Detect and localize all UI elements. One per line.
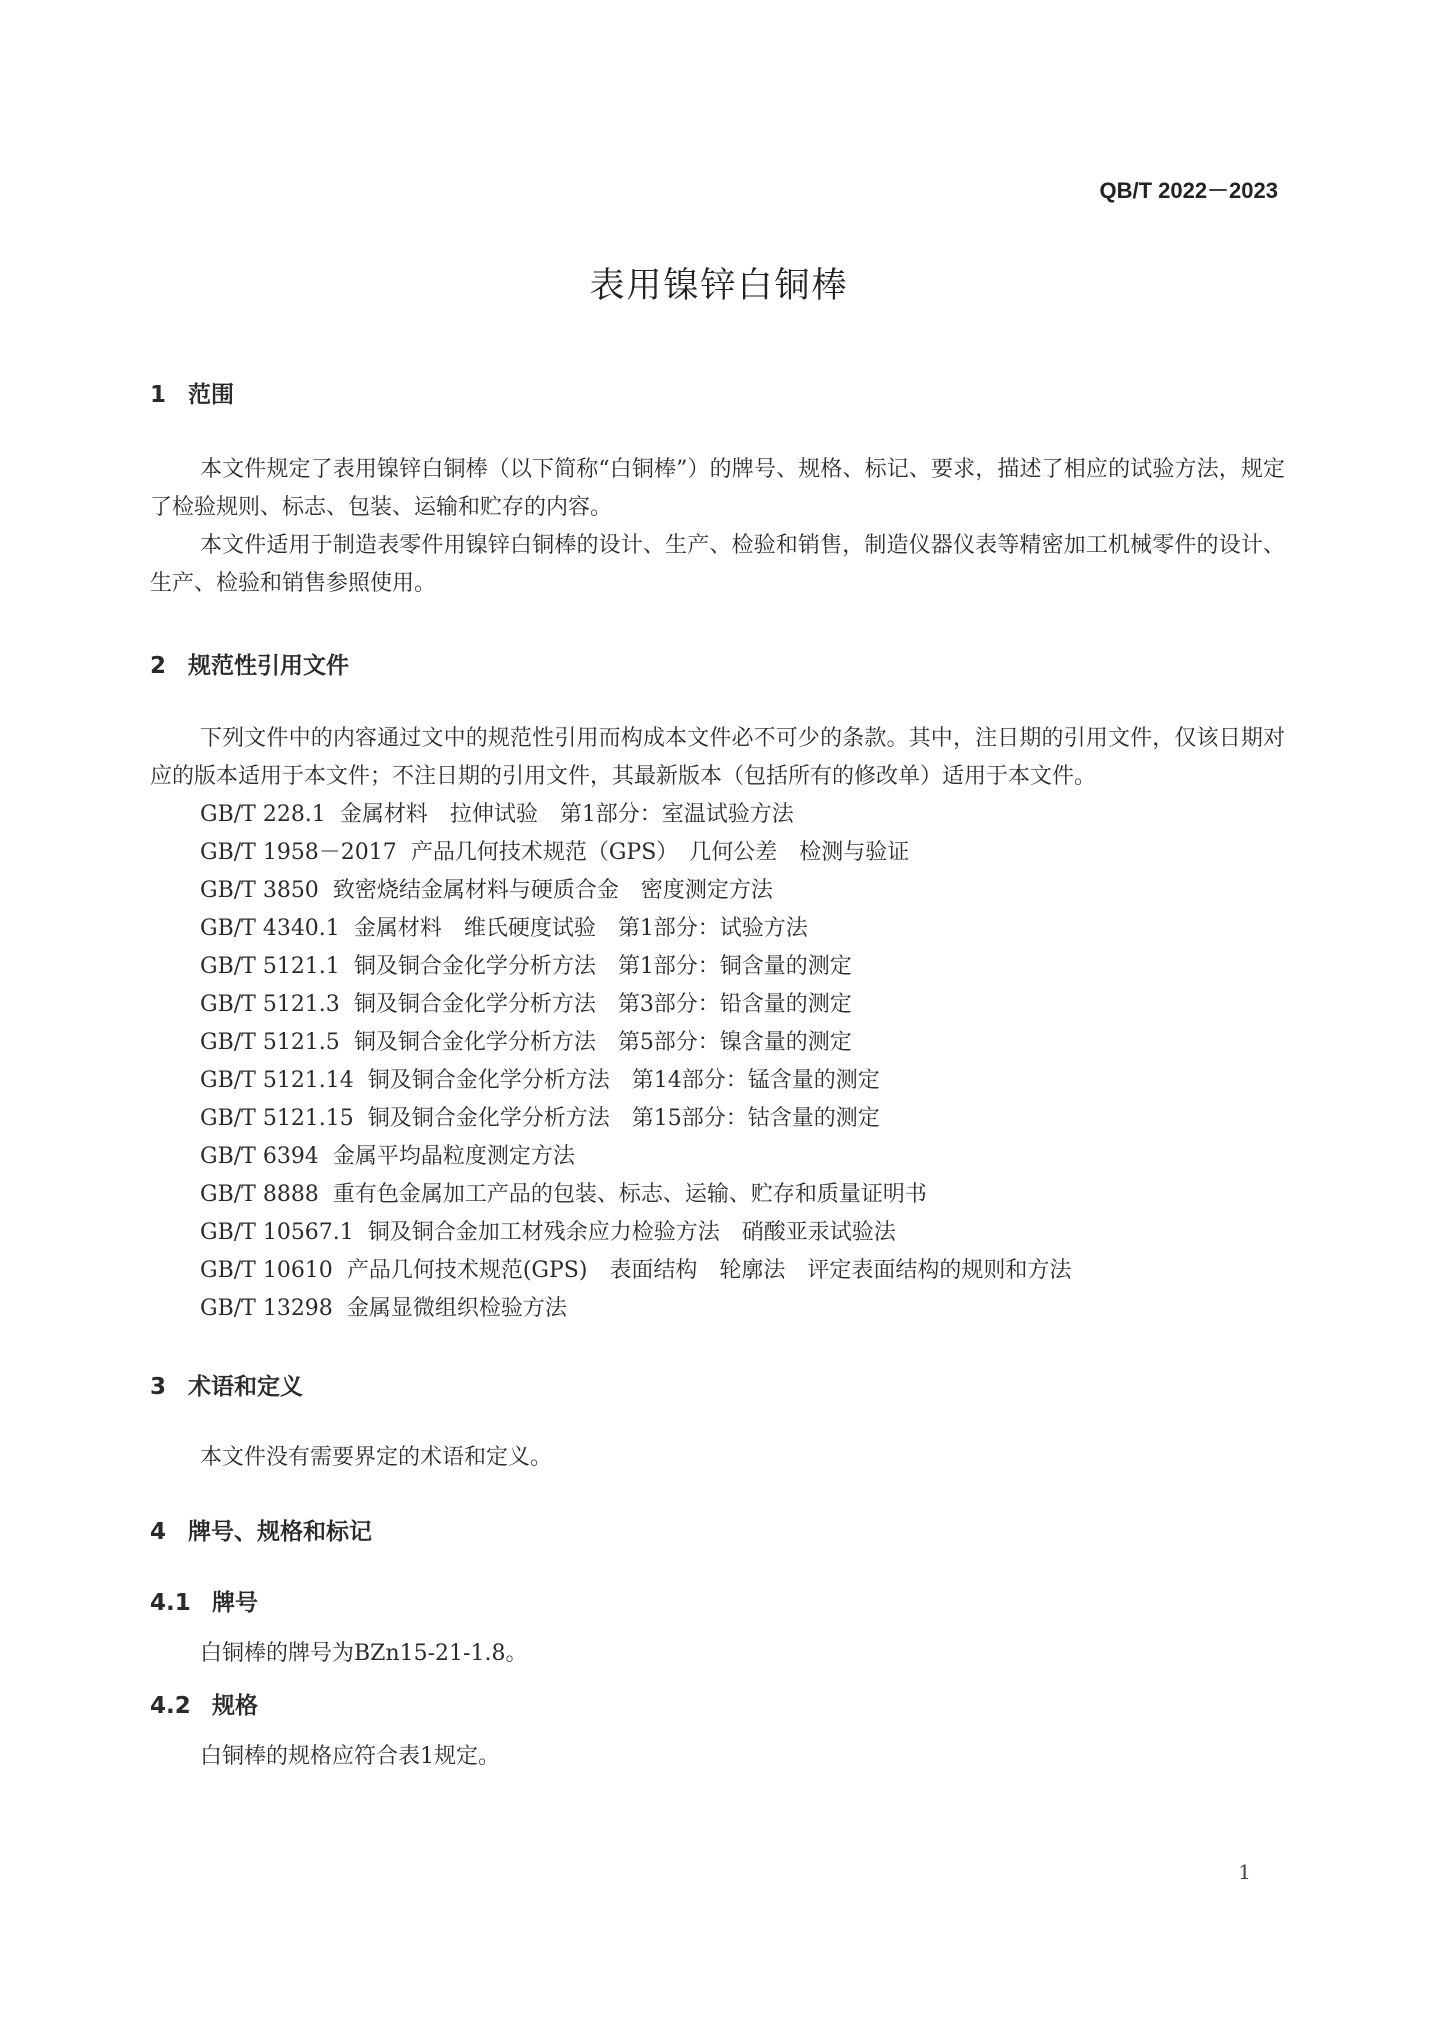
section-title: 规范性引用文件 — [188, 653, 349, 679]
reference-list — [150, 796, 1285, 1328]
reference-code: GB/T 5121.14 — [200, 1068, 354, 1093]
reference-title: 重有色金属加工产品的包装、标志、运输、贮存和质量证明书 — [332, 1182, 927, 1207]
paragraph: 本文件适用于制造表零件用镍锌白铜棒的设计、生产、检验和销售，制造仪器仪表等精密加工机械零件的设计、生产、检验和销售参照使用。 — [150, 533, 1285, 596]
reference-title: 致密烧结金属材料与硬质合金 密度测定方法 — [332, 878, 773, 903]
reference-title: 产品几何技术规范（GPS） 几何公差 检测与验证 — [410, 840, 910, 865]
reference-item — [150, 872, 1285, 910]
paragraph: 白铜棒的规格应符合表1规定。 — [200, 1744, 500, 1769]
section-scope — [150, 376, 1285, 603]
reference-title: 铜及铜合金化学分析方法 第14部分：锰含量的测定 — [367, 1068, 880, 1093]
section-normative-references — [150, 647, 1285, 1328]
reference-title: 铜及铜合金化学分析方法 第1部分：铜含量的测定 — [353, 954, 852, 979]
reference-code: GB/T 1958－2017 — [200, 840, 397, 865]
reference-code: GB/T 5121.3 — [200, 992, 340, 1017]
section-terms — [150, 1368, 1285, 1477]
paragraph: 本文件规定了表用镍锌白铜棒（以下简称“白铜棒”）的牌号、规格、标记、要求，描述了相应的试验方法，规定了检验规则、标志、包装、运输和贮存的内容。 — [150, 457, 1285, 520]
section-number: 2 — [150, 653, 167, 679]
reference-item — [150, 986, 1285, 1024]
section-title: 牌号、规格和标记 — [188, 1519, 372, 1545]
section-heading — [150, 1513, 1285, 1546]
page-number: 1 — [1238, 1860, 1251, 1884]
reference-code: GB/T 8888 — [200, 1182, 319, 1207]
subsection-heading — [150, 1687, 1285, 1720]
paragraph: 白铜棒的牌号为BZn15-21-1.8。 — [200, 1641, 528, 1666]
document-body — [150, 376, 1285, 1776]
reference-item — [150, 1062, 1285, 1100]
reference-item — [150, 796, 1285, 834]
reference-title: 铜及铜合金化学分析方法 第15部分：钴含量的测定 — [367, 1106, 880, 1131]
reference-item — [150, 910, 1285, 948]
reference-item — [150, 1138, 1285, 1176]
reference-item — [150, 1100, 1285, 1138]
subsection-title: 牌号 — [212, 1590, 258, 1616]
reference-code: GB/T 5121.5 — [200, 1030, 340, 1055]
reference-title: 铜及铜合金化学分析方法 第3部分：铅含量的测定 — [353, 992, 852, 1017]
reference-title: 金属平均晶粒度测定方法 — [332, 1144, 575, 1169]
reference-title: 金属材料 拉伸试验 第1部分：室温试验方法 — [339, 802, 794, 827]
reference-item — [150, 1290, 1285, 1328]
section-number: 3 — [150, 1374, 167, 1400]
standard-code: QB/T 2022－2023 — [1099, 178, 1278, 203]
section-number: 4 — [150, 1519, 167, 1545]
reference-code: GB/T 6394 — [200, 1144, 319, 1169]
reference-item — [150, 1176, 1285, 1214]
section-heading — [150, 376, 1285, 409]
subsection-title: 规格 — [212, 1693, 258, 1719]
reference-code: GB/T 5121.15 — [200, 1106, 354, 1131]
reference-code: GB/T 5121.1 — [200, 954, 340, 979]
reference-title: 产品几何技术规范(GPS) 表面结构 轮廓法 评定表面结构的规则和方法 — [346, 1258, 1072, 1283]
reference-item — [150, 1214, 1285, 1252]
subsection-number: 4.2 — [150, 1693, 191, 1719]
reference-item — [150, 834, 1285, 872]
section-heading — [150, 1368, 1285, 1401]
reference-code: GB/T 228.1 — [200, 802, 326, 827]
section-number: 1 — [150, 382, 167, 408]
section-title: 术语和定义 — [188, 1374, 303, 1400]
subsection-number: 4.1 — [150, 1590, 191, 1616]
section-grade-spec-marking — [150, 1513, 1285, 1776]
reference-title: 铜及铜合金化学分析方法 第5部分：镍含量的测定 — [353, 1030, 852, 1055]
document-title: 表用镍锌白铜棒 — [589, 266, 849, 306]
reference-code: GB/T 10567.1 — [200, 1220, 354, 1245]
reference-code: GB/T 3850 — [200, 878, 319, 903]
reference-item — [150, 948, 1285, 986]
reference-code: GB/T 13298 — [200, 1296, 333, 1321]
section-title: 范围 — [188, 382, 234, 408]
reference-title: 金属显微组织检验方法 — [346, 1296, 567, 1321]
reference-code: GB/T 4340.1 — [200, 916, 340, 941]
paragraph: 本文件没有需要界定的术语和定义。 — [200, 1445, 553, 1470]
reference-title: 铜及铜合金加工材残余应力检验方法 硝酸亚汞试验法 — [367, 1220, 896, 1245]
section-heading — [150, 647, 1285, 680]
reference-item — [150, 1024, 1285, 1062]
subsection-specification — [150, 1687, 1285, 1776]
subsection-grade — [150, 1584, 1285, 1673]
reference-code: GB/T 10610 — [200, 1258, 333, 1283]
paragraph: 下列文件中的内容通过文中的规范性引用而构成本文件必不可少的条款。其中，注日期的引用文件，仅该日期对应的版本适用于本文件；不注日期的引用文件，其最新版本（包括所有的修改单）适用于本文件。 — [150, 726, 1285, 789]
subsection-heading — [150, 1584, 1285, 1617]
reference-title: 金属材料 维氏硬度试验 第1部分：试验方法 — [353, 916, 808, 941]
reference-item — [150, 1252, 1285, 1290]
